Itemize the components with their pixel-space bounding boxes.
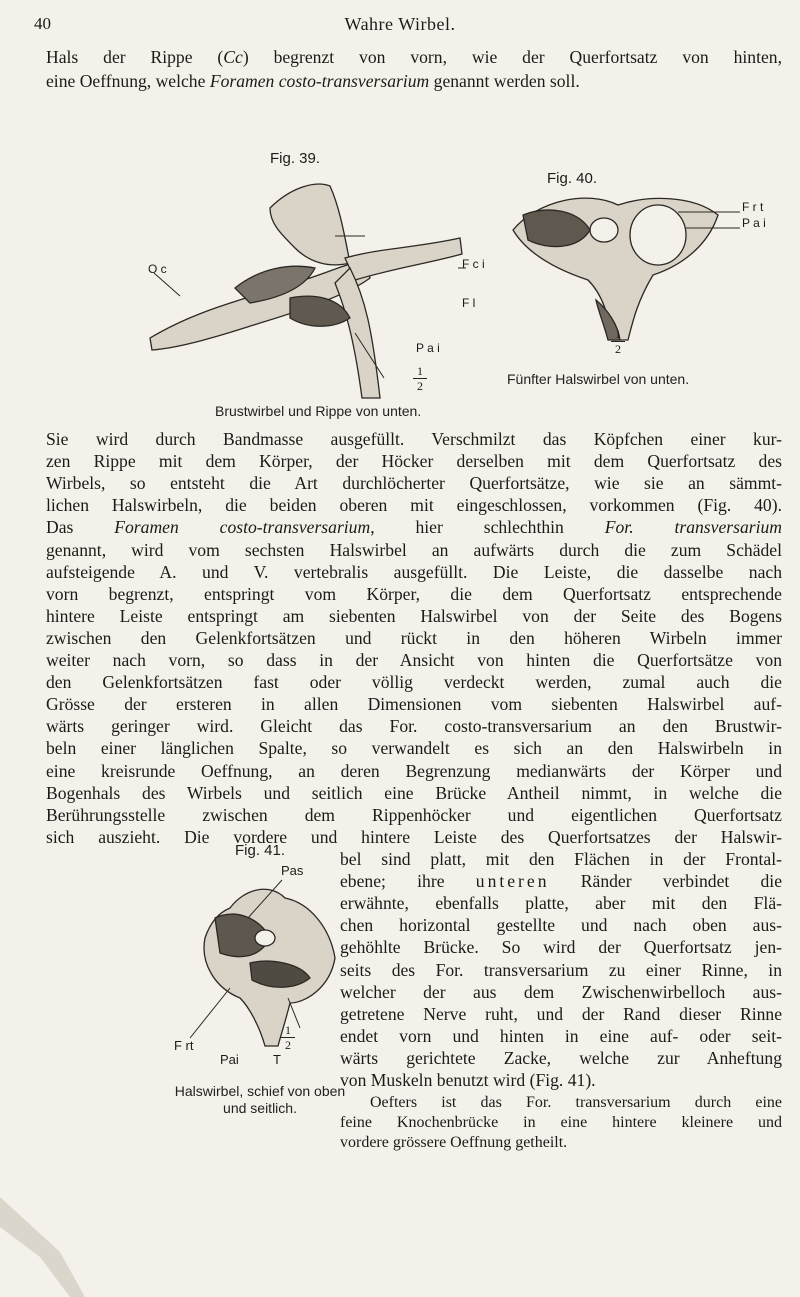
narrow-line: welcher der aus dem Zwischenwirbelloch aus- [340, 981, 782, 1002]
body-line: Berührungsstelle zwischen dem Rippenhöcker und eigentlichen Querfortsatz [46, 804, 782, 825]
fig41-scale: 1 2 [281, 1024, 295, 1051]
fig39-title: Fig. 39. [270, 150, 321, 167]
running-title: Wahre Wirbel. [344, 14, 456, 34]
fig40-title: Fig. 40. [547, 170, 598, 187]
small-print-line: Oefters ist das For. transversarium durch eine [370, 1094, 782, 1111]
body-line: zwischen den Gelenkfortsätzen und rückt in den höheren Wirbeln immer [46, 627, 782, 648]
fig40-scale: 1 2 [611, 328, 625, 355]
body-line: Das Foramen costo-transversarium, hier schlechthin For. transversarium [46, 517, 783, 538]
body-line: Sie wird durch Bandmasse ausgefüllt. Verschmilzt das Köpfchen einer kur- [46, 429, 782, 449]
fig39-label-oc: O c [148, 262, 167, 276]
fig40-label-frt: F r t [742, 200, 764, 214]
narrow-line: chen horizontal gestellte und nach oben aus- [340, 915, 782, 936]
narrow-line: seits des For. transversarium zu einer Rinne, in [340, 959, 782, 980]
body-line: hintere Leiste entspringt am siebenten Halswirbel von der Seite des Bogens [46, 605, 782, 626]
fig39-caption: Brustwirbel und Rippe von unten. [215, 403, 422, 419]
page-number: 40 [34, 14, 51, 33]
fig39-illustration [140, 168, 480, 398]
fig39-label-fci: F c i [462, 257, 485, 271]
body-line: Grösse der ersteren in allen Dimensionen vom siebenten Halswirbel auf- [46, 694, 782, 715]
narrow-line: bel sind platt, mit den Flächen in der Frontal- [340, 849, 782, 869]
narrow-line: ebene; ihre unteren Ränder verbindet die [340, 871, 783, 892]
intro-line-2: eine Oeffnung, welche Foramen costo-transversarium genannt werden soll. [46, 71, 580, 91]
body-line: zen Rippe mit dem Körper, der Höcker derselben mit dem Querfortsatz des [46, 451, 782, 472]
small-print-line: feine Knochenbrücke in eine hintere kleinere und [340, 1114, 782, 1131]
fig41-label-t: T [273, 1052, 281, 1067]
body-line: wärts geringer wird. Gleicht das For. costo-transversarium an den Brustwir- [46, 716, 782, 737]
fig40-label-pai: P a i [742, 216, 766, 230]
fig41-label-frt: F rt [174, 1038, 194, 1053]
narrow-line: von Muskeln benutzt wird (Fig. 41). [340, 1070, 596, 1090]
body-line: genannt, wird vom sechsten Halswirbel an aufwärts durch die zum Schädel [46, 539, 782, 560]
body-line: aufsteigende A. und V. vertebralis ausgefüllt. Die Leiste, die dasselbe nach [46, 561, 782, 582]
fig41-illustration [190, 878, 340, 1048]
fig41-caption: Halswirbel, schief von oben und seitlich. [174, 1083, 346, 1116]
body-line: Bogenhals des Wirbels und seitlich eine Brücke Antheil nimmt, in welche die [46, 782, 782, 803]
fig41-label-pas: Pas [281, 863, 304, 878]
body-line: weiter nach vorn, so dass in der Ansicht von hinten die Querfortsätze von [46, 650, 782, 670]
page-edge-mark [0, 1197, 90, 1297]
body-line: Wirbels, so entsteht die Art durchlöcherter Querfortsätze, wie sie an sämmt- [46, 473, 782, 494]
body-line: beln einer länglichen Spalte, so verwandelt es sich an den Halswirbeln in [46, 738, 782, 759]
small-print-line: vordere grössere Oeffnung getheilt. [340, 1134, 568, 1151]
fig41-label-pai: Pai [220, 1052, 239, 1067]
body-line: eine kreisrunde Oeffnung, an deren Begrenzung medianwärts der Körper und [46, 760, 782, 781]
body-line: sich auszieht. Die vordere und hintere Leiste des Querfortsatzes der Halswir- [46, 826, 782, 847]
fig39-scale: 1 2 [413, 365, 427, 392]
fig40-caption: Fünfter Halswirbel von unten. [507, 371, 690, 387]
fig39-label-pai: P a i [416, 341, 440, 355]
fig39-label-fl: F l [462, 296, 476, 310]
fig41-title: Fig. 41. [235, 842, 286, 859]
body-line: vorn begrenzt, entspringt vom Körper, die dem Querfortsatz entsprechende [46, 583, 782, 604]
intro-line-1: Hals der Rippe (Cc) begrenzt von vorn, wie der Querfortsatz von hinten, [46, 47, 782, 67]
narrow-line: getretene Nerve ruht, und der Rand dieser Rinne [340, 1003, 782, 1024]
narrow-line: gehöhlte Brücke. So wird der Querfortsatz jen- [340, 937, 782, 958]
body-line: lichen Halswirbeln, die beiden oberen mit eingeschlossen, vorkommen (Fig. 40). [46, 495, 782, 516]
narrow-line: erwähnte, ebenfalls platte, aber mit den Flä- [340, 893, 782, 914]
body-line: den Gelenkfortsätzen fast oder völlig verdeckt werden, zumal auch die [46, 672, 782, 693]
narrow-line: endet vorn und hinten in eine auf- oder seit- [340, 1025, 782, 1046]
narrow-line: wärts gerichtete Zacke, welche zur Anheftung [340, 1047, 782, 1068]
page-header [0, 14, 800, 38]
